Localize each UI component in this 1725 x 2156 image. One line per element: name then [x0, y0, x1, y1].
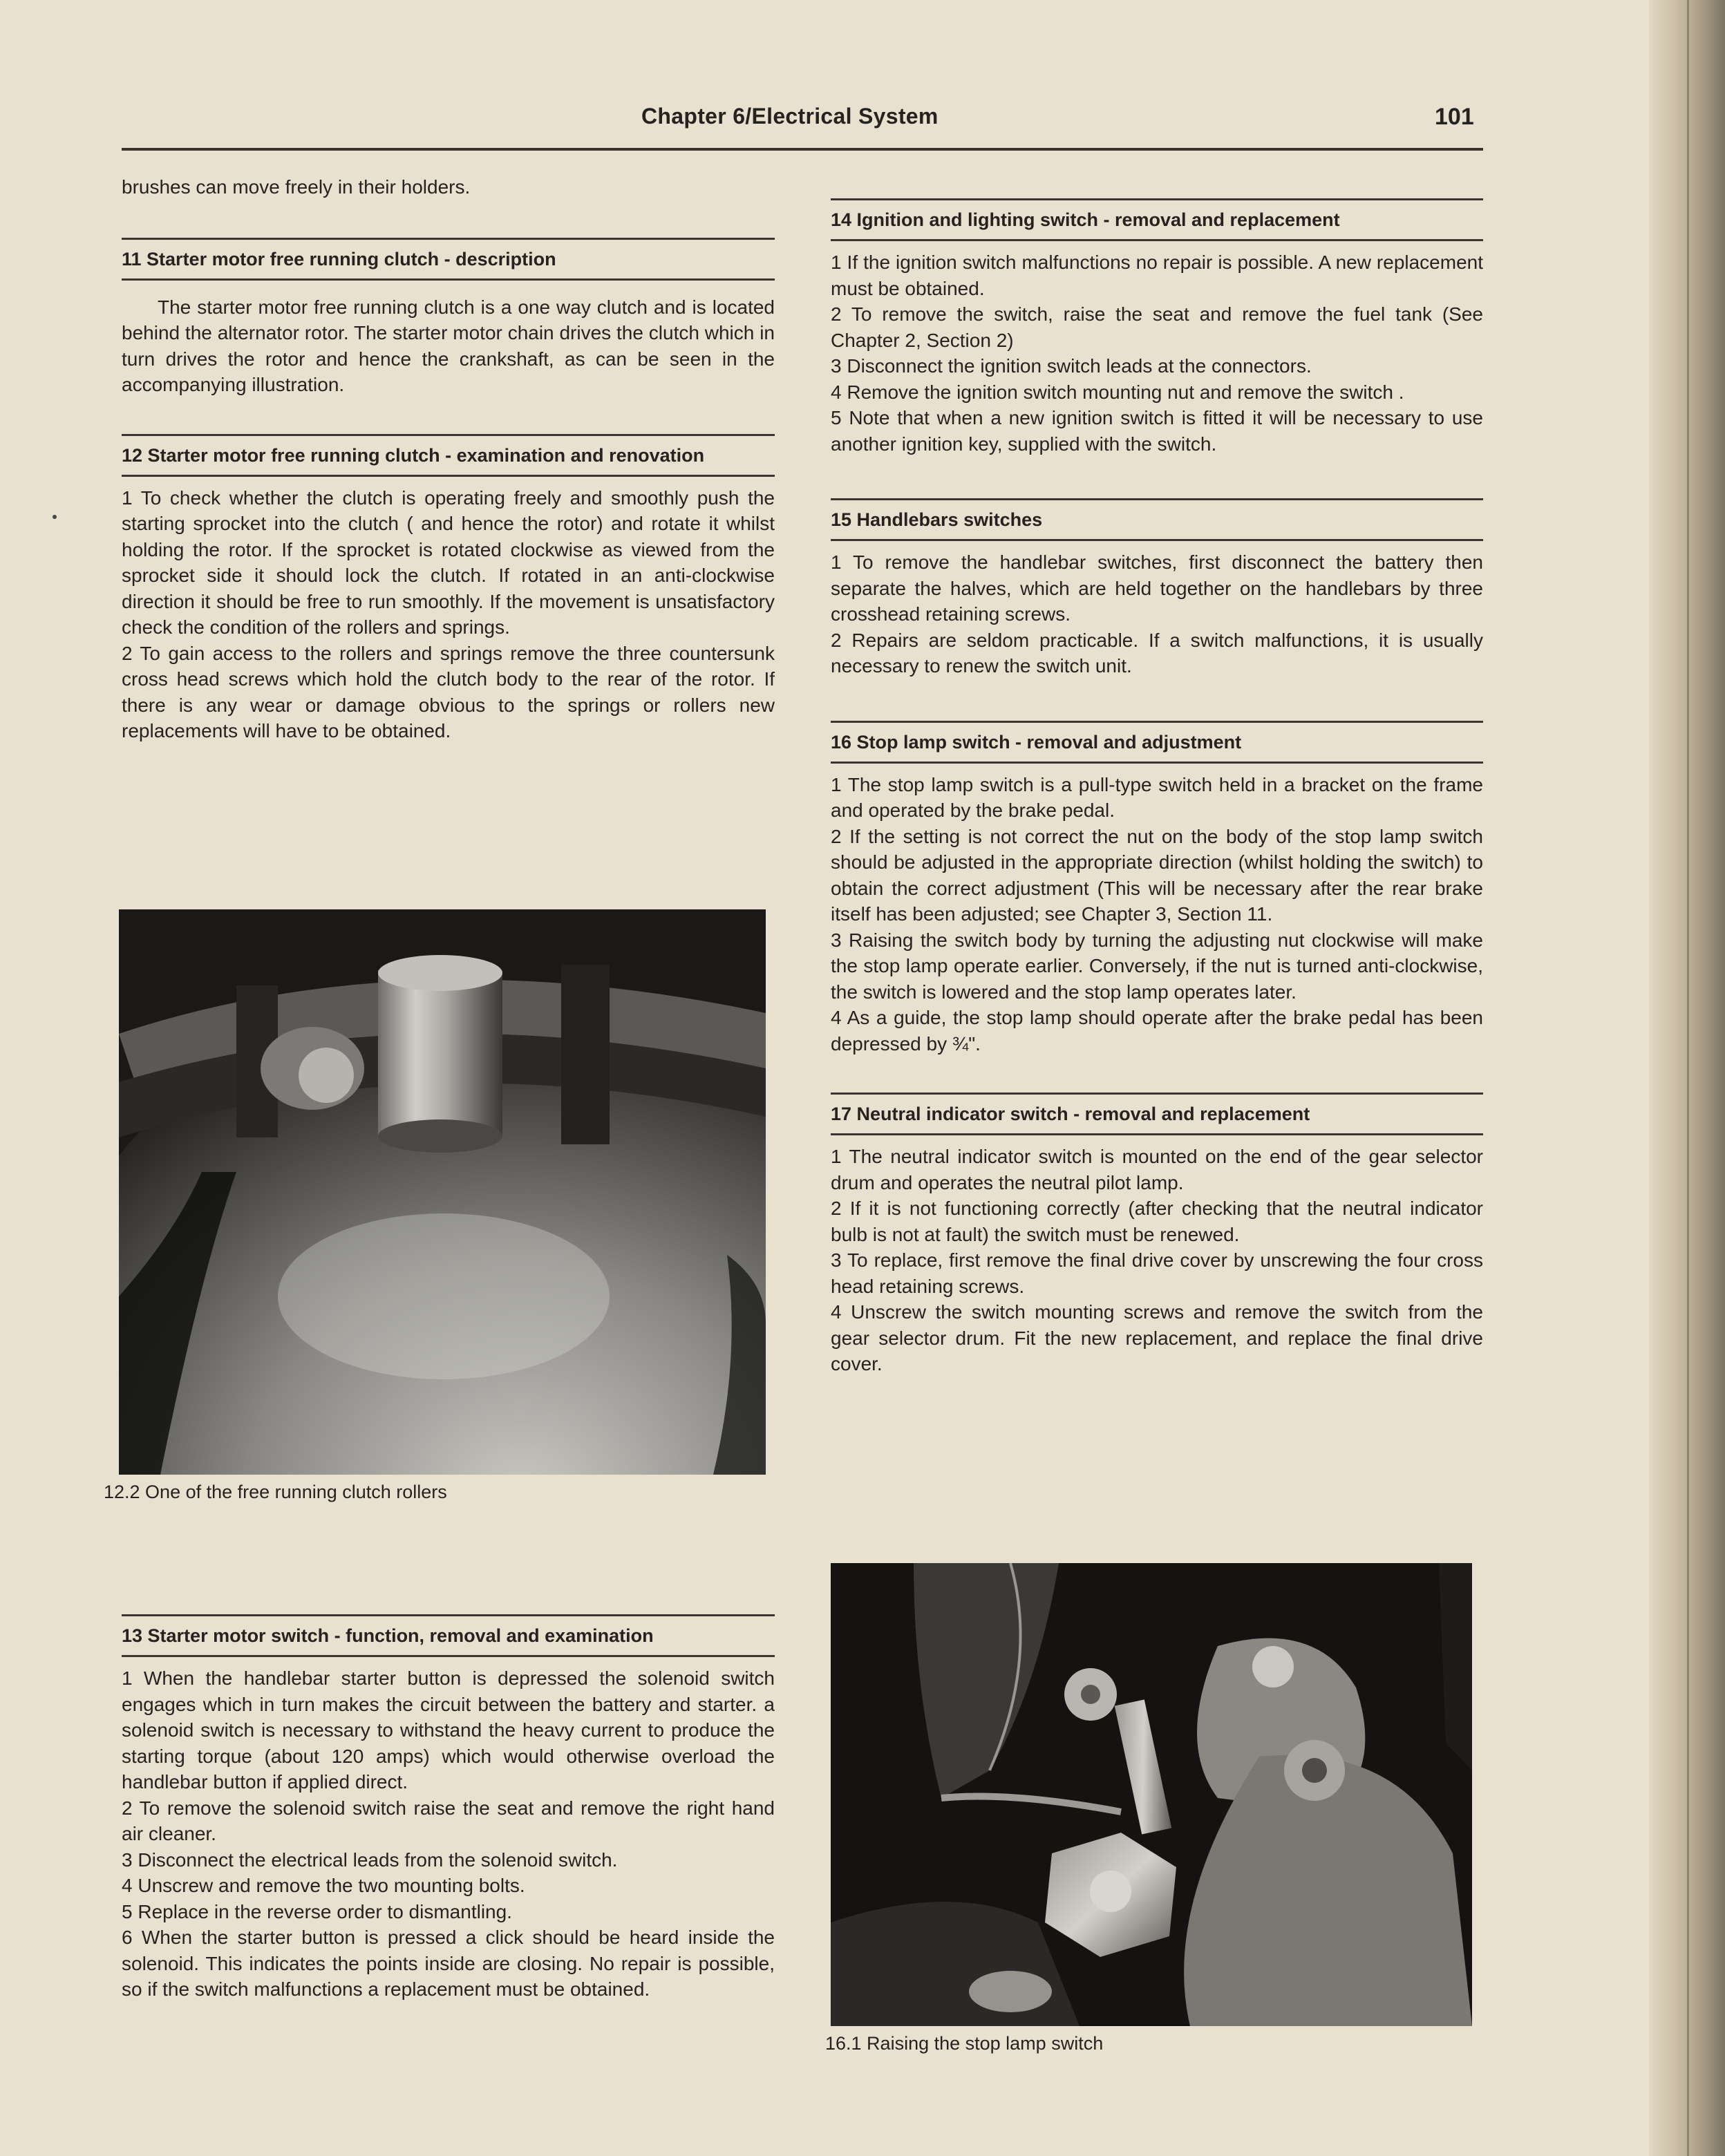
section-16-title: 16 Stop lamp switch - removal and adjustment	[831, 731, 1242, 753]
book-spine-edge	[1687, 0, 1689, 2156]
section-15-para-1: 1 To remove the handlebar switches, first disconnect the battery then separate the halves, which are held together on the handlebars by three crosshead retaining screws.	[831, 551, 1483, 625]
section-11-title: 11 Starter motor free running clutch - description	[122, 248, 556, 270]
section-14-para-4: 4 Remove the ignition switch mounting nut and remove the switch .	[831, 381, 1404, 403]
section-14-rule-top	[831, 198, 1483, 200]
section-16-para-1: 1 The stop lamp switch is a pull-type switch held in a bracket on the frame and operated by the brake pedal.	[831, 773, 1483, 821]
section-17-para-1: 1 The neutral indicator switch is mounted on the end of the gear selector drum and operates the neutral pilot lamp.	[831, 1146, 1483, 1193]
section-16-rule-bottom	[831, 762, 1483, 764]
section-16-body	[831, 772, 1483, 1057]
figure-12-2-photo	[119, 909, 766, 1475]
section-11-rule-bottom	[122, 278, 775, 281]
section-13-rule-bottom	[122, 1655, 775, 1657]
continuation-text: brushes can move freely in their holders.	[122, 176, 471, 198]
section-13-body	[122, 1665, 775, 2003]
section-13-title: 13 Starter motor switch - function, removal and examination	[122, 1625, 654, 1646]
section-14-para-1: 1 If the ignition switch malfunctions no repair is possible. A new replacement must be obtained.	[831, 252, 1483, 299]
section-12-title: 12 Starter motor free running clutch - examination and renovation	[122, 444, 705, 466]
section-12-body	[122, 485, 775, 744]
section-13-para-2: 2 To remove the solenoid switch raise the seat and remove the right hand air cleaner.	[122, 1797, 775, 1844]
section-17-body	[831, 1144, 1483, 1377]
section-15-para-2: 2 Repairs are seldom practicable. If a switch malfunctions, it is usually necessary to renew the switch unit.	[831, 629, 1483, 677]
section-16-para-2: 2 If the setting is not correct the nut on the body of the stop lamp switch should be adjusted in the appropriate direction (whilst holding the switch) to obtain the correct adjustment (This will be necessary after the rear brake itself has been adjusted; see Chapter 3, Section 11.	[831, 825, 1483, 925]
section-16-rule-top	[831, 721, 1483, 723]
section-12-para-2: 2 To gain access to the rollers and springs remove the three countersunk cross head screws which hold the clutch body to the rear of the rotor. If there is any wear or damage obvious to the springs or rollers new replacements will have to be obtained.	[122, 642, 775, 741]
section-15-rule-top	[831, 498, 1483, 500]
section-12-rule-bottom	[122, 475, 775, 477]
section-11-body: The starter motor free running clutch is a one way clutch and is located behind the alternator rotor. The starter motor chain drives the clutch which in turn drives the rotor and hence the crankshaft, as can be seen in the accompanying illustration.	[122, 296, 775, 395]
section-15-rule-bottom	[831, 539, 1483, 541]
header-rule	[122, 148, 1483, 151]
chapter-title: Chapter 6/Electrical System	[641, 104, 939, 129]
section-14-para-2: 2 To remove the switch, raise the seat and remove the fuel tank (See Chapter 2, Section 2)	[831, 303, 1483, 351]
section-13-para-6: 6 When the starter button is pressed a click should be heard inside the solenoid. This indicates the points inside are closing. No repair is possible, so if the switch malfunctions a replacement must be obtained.	[122, 1927, 775, 2000]
section-13-para-5: 5 Replace in the reverse order to dismantling.	[122, 1900, 512, 1922]
section-17-para-4: 4 Unscrew the switch mounting screws and remove the switch from the gear selector drum. Fit the new replacement, and replace the final drive cover.	[831, 1301, 1483, 1374]
figure-12-2-caption: 12.2 One of the free running clutch rollers	[104, 1482, 447, 1502]
section-13-para-1: 1 When the handlebar starter button is depressed the solenoid switch engages which in turn makes the circuit between the battery and starter. a solenoid switch is necessary to withstand the heavy current to produce the starting torque (about 120 amps) which would otherwise overload the handlebar button if applied direct.	[122, 1667, 775, 1793]
section-17-title: 17 Neutral indicator switch - removal and replacement	[831, 1104, 1310, 1124]
section-11-rule-top	[122, 238, 775, 240]
section-16-para-3: 3 Raising the switch body by turning the adjusting nut clockwise will make the stop lamp operate earlier. Conversely, if the nut is turned anti-clockwise, the switch is lowered and the stop lamp operates later.	[831, 929, 1483, 1003]
section-14-body	[831, 249, 1483, 457]
section-14-para-3: 3 Disconnect the ignition switch leads at the connectors.	[831, 355, 1312, 377]
section-12-rule-top	[122, 434, 775, 436]
left-column-bottom	[122, 1614, 775, 2003]
section-14-title: 14 Ignition and lighting switch - removal and replacement	[831, 209, 1340, 230]
figure-16-1-caption: 16.1 Raising the stop lamp switch	[825, 2033, 1104, 2054]
margin-mark	[53, 515, 57, 519]
section-15-title: 15 Handlebars switches	[831, 509, 1043, 530]
right-column	[831, 198, 1483, 1377]
section-13-para-4: 4 Unscrew and remove the two mounting bolts.	[122, 1875, 525, 1896]
section-14-para-5: 5 Note that when a new ignition switch is fitted it will be necessary to use another ignition key, supplied with the switch.	[831, 407, 1483, 455]
section-12-para-1: 1 To check whether the clutch is operating freely and smoothly push the starting sprocket into the clutch ( and hence the rotor) and rotate it whilst holding the rotor. If the sprocket is rotated clockwise as viewed from the sprocket side it should lock the clutch. If rotated in an anti-clockwise direction it should be free to run smoothly. If the movement is unsatisfactory check the condition of the rollers and springs.	[122, 486, 775, 638]
left-column-top	[122, 174, 775, 744]
section-14-rule-bottom	[831, 239, 1483, 241]
section-17-para-3: 3 To replace, first remove the final drive cover by unscrewing the four cross head retaining screws.	[831, 1249, 1483, 1297]
figure-16-1-photo	[831, 1563, 1472, 2026]
section-17-para-2: 2 If it is not functioning correctly (after checking that the neutral indicator bulb is not at fault) the switch must be renewed.	[831, 1198, 1483, 1245]
section-13-rule-top	[122, 1614, 775, 1616]
section-16-para-4: 4 As a guide, the stop lamp should operate after the brake pedal has been depressed by ¾".	[831, 1007, 1483, 1055]
section-17-rule-bottom	[831, 1133, 1483, 1135]
section-13-para-3: 3 Disconnect the electrical leads from the solenoid switch.	[122, 1848, 618, 1871]
page-number: 101	[1435, 104, 1474, 130]
section-17-rule-top	[831, 1093, 1483, 1095]
section-15-body	[831, 549, 1483, 679]
